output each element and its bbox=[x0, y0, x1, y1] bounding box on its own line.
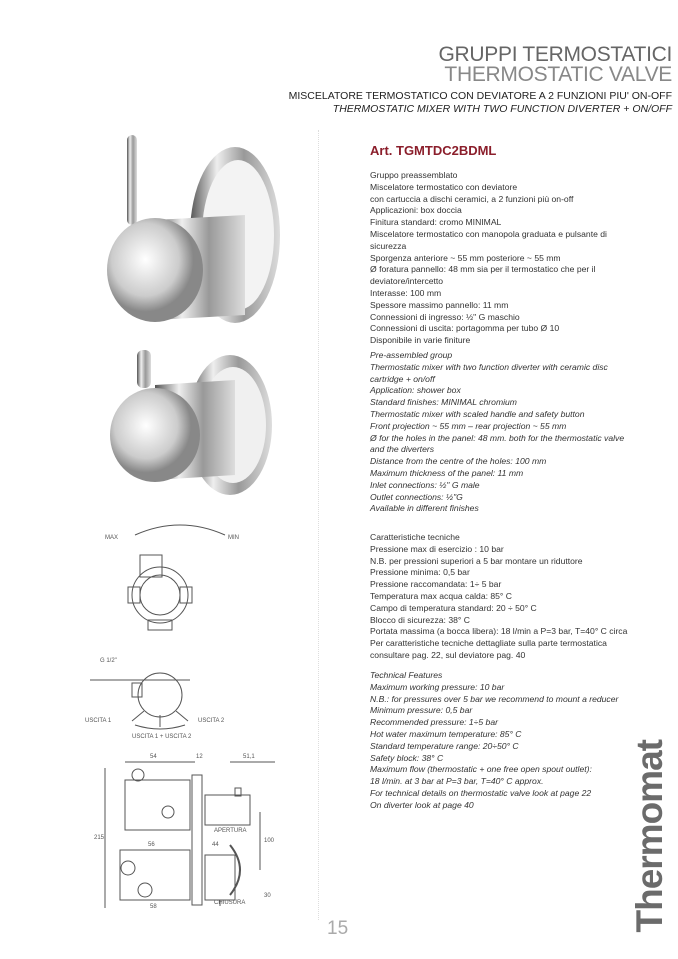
text-line: Pressione raccomandata: 1÷ 5 bar bbox=[370, 579, 502, 590]
text-line: Thermostatic mixer with scaled handle and safety button bbox=[370, 408, 585, 419]
text-line: Portata massima (a bocca libera): 18 l/min a P=3 bar, T=40° C circa bbox=[370, 626, 628, 637]
text-line: Ø foratura pannello: 48 mm sia per il termostatico che per il bbox=[370, 264, 596, 275]
text-line: Technical Features bbox=[370, 670, 443, 680]
dim-215: 215 bbox=[94, 835, 105, 841]
text-line: 18 l/min. at 3 bar at P=3 bar, T=40° C approx. bbox=[370, 776, 544, 787]
technical-italian bbox=[370, 532, 627, 662]
text-line: Maximum working pressure: 10 bar bbox=[370, 681, 505, 692]
technical-drawing-side-view bbox=[80, 750, 280, 915]
text-line: Standard finishes: MINIMAL chromium bbox=[370, 397, 517, 408]
text-line: Connessioni di uscita: portagomma per tubo Ø 10 bbox=[370, 323, 560, 334]
text-line: Finitura standard: cromo MINIMAL bbox=[370, 217, 502, 228]
text-line: Application: shower box bbox=[370, 385, 461, 396]
text-line: deviatore/intercetto bbox=[370, 276, 444, 287]
text-line: Front projection ~ 55 mm – rear projection ~ 55 mm bbox=[370, 420, 567, 431]
text-line: Ø for the holes in the panel: 48 mm. both for the thermostatic valve bbox=[370, 432, 625, 443]
text-line: Miscelatore termostatico con manopola graduata e pulsante di bbox=[370, 228, 607, 239]
text-line: Inlet connections: ½" G male bbox=[370, 479, 480, 490]
description-english bbox=[370, 350, 624, 515]
text-line: Blocco di sicurezza: 38° C bbox=[370, 614, 470, 625]
text-line: consultare pag. 22, sul deviatore pag. 40 bbox=[370, 649, 526, 660]
text-line: Hot water maximum temperature: 85° C bbox=[370, 728, 522, 739]
dim-54: 54 bbox=[150, 754, 157, 760]
subtitle-it: MISCELATORE TERMOSTATICO CON DEVIATORE A 2 FUNZIONI PIU' ON-OFF bbox=[288, 90, 672, 102]
dim-51: 51,1 bbox=[243, 754, 255, 760]
text-line: Pressione max di esercizio : 10 bar bbox=[370, 543, 504, 554]
page-number: 15 bbox=[327, 918, 349, 939]
text-line: Maximum flow (thermostatic + one free open spout outlet): bbox=[370, 764, 592, 775]
product-photo-lever-mixer bbox=[95, 135, 285, 335]
product-photo-thermostatic-mixer bbox=[95, 350, 285, 510]
text-line: Thermostatic mixer with two function diverter with ceramic disc bbox=[370, 361, 608, 372]
text-line: Temperatura max acqua calda: 85° C bbox=[370, 590, 512, 601]
text-line: Outlet connections: ½"G bbox=[370, 491, 463, 502]
text-line: Pre-assembled group bbox=[370, 350, 453, 360]
text-line: Standard temperature range: 20÷50° C bbox=[370, 740, 519, 751]
text-line: Gruppo preassemblato bbox=[370, 170, 458, 180]
text-line: Available in different finishes bbox=[370, 503, 479, 514]
dim-30: 30 bbox=[264, 893, 271, 899]
text-line: N.B. per pressioni superiori a 5 bar montare un riduttore bbox=[370, 555, 583, 566]
dim-56: 56 bbox=[148, 842, 155, 848]
text-line: cartridge + on/off bbox=[370, 373, 435, 384]
article-code: Art. TGMTDC2BDML bbox=[370, 143, 497, 158]
column-divider bbox=[318, 130, 319, 920]
label-max: MAX bbox=[105, 535, 119, 541]
title-it: GRUPPI TERMOSTATICI bbox=[438, 43, 672, 66]
label-uscita2: USCITA 2 bbox=[198, 718, 225, 724]
text-line: con cartuccia a dischi ceramici, a 2 funzioni più on-off bbox=[370, 193, 574, 204]
text-line: Miscelatore termostatico con deviatore bbox=[370, 181, 518, 192]
text-line: Caratteristiche tecniche bbox=[370, 532, 460, 542]
dim-58: 58 bbox=[150, 904, 157, 910]
dim-44: 44 bbox=[212, 842, 219, 848]
text-line: Interasse: 100 mm bbox=[370, 287, 442, 298]
text-line: Recommended pressure: 1÷5 bar bbox=[370, 717, 498, 728]
text-line: Applicazioni: box doccia bbox=[370, 205, 462, 216]
label-g12: G 1/2" bbox=[100, 658, 117, 664]
text-line: Maximum thickness of the panel: 11 mm bbox=[370, 467, 524, 478]
label-apertura: APERTURA bbox=[214, 828, 247, 834]
text-line: Distance from the centre of the holes: 100 mm bbox=[370, 456, 547, 467]
text-line: sicurezza bbox=[370, 240, 407, 251]
label-chiusura: CHIUSURA bbox=[214, 900, 246, 906]
text-line: Pressione minima: 0,5 bar bbox=[370, 567, 470, 578]
text-line: Disponibile in varie finiture bbox=[370, 335, 471, 346]
technical-drawing-top-views bbox=[80, 515, 280, 740]
subtitle-en: THERMOSTATIC MIXER WITH TWO FUNCTION DIVERTER + ON/OFF bbox=[332, 103, 672, 115]
text-line: Campo di temperatura standard: 20 ÷ 50° C bbox=[370, 602, 537, 613]
text-line: Sporgenza anteriore ~ 55 mm posteriore ~ 55 mm bbox=[370, 252, 561, 263]
text-line: N.B.: for pressures over 5 bar we recommend to mount a reducer bbox=[370, 693, 619, 704]
technical-english bbox=[370, 670, 618, 812]
text-line: and the diverters bbox=[370, 444, 435, 455]
label-uscita1: USCITA 1 bbox=[85, 718, 112, 724]
rotation-arrow bbox=[135, 525, 225, 535]
thermomat-logo: Thermomat bbox=[629, 740, 670, 933]
text-line: Minimum pressure: 0,5 bar bbox=[370, 705, 473, 716]
text-line: Spessore massimo pannello: 11 mm bbox=[370, 299, 509, 310]
text-line: On diverter look at page 40 bbox=[370, 799, 474, 810]
text-line: For technical details on thermostatic valve look at page 22 bbox=[370, 787, 592, 798]
text-line: Safety block: 38° C bbox=[370, 752, 444, 763]
label-min: MIN bbox=[228, 535, 239, 541]
title-en: THERMOSTATIC VALVE bbox=[444, 63, 672, 86]
description-italian bbox=[370, 170, 607, 347]
text-line: Per caratteristiche tecniche dettagliate sulla parte termostatica bbox=[370, 638, 607, 649]
text-line: Connessioni di ingresso: ½" G maschio bbox=[370, 311, 520, 322]
dim-100: 100 bbox=[264, 838, 275, 844]
dim-12: 12 bbox=[196, 754, 203, 760]
label-uscita-both: USCITA 1 + USCITA 2 bbox=[132, 734, 192, 740]
